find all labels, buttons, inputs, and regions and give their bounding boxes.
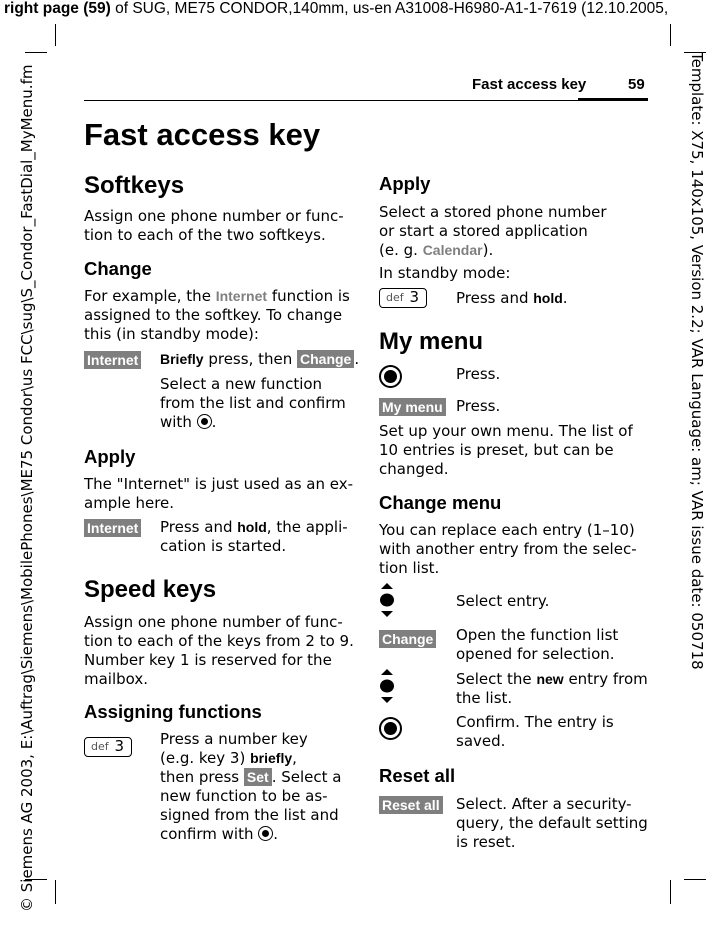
text: (e. g. — [379, 241, 423, 259]
text-line: changed. — [379, 460, 449, 478]
press-text: Press. — [456, 397, 501, 415]
crop-mark — [55, 880, 56, 904]
heading-reset-all: Reset all — [379, 765, 456, 786]
select-entry-text: Select entry. — [456, 592, 550, 610]
text-line: from the list and confirm — [160, 394, 346, 412]
text-line: Select a new function — [160, 375, 323, 393]
my-menu-softkey-label: My menu — [379, 398, 446, 416]
text-line — [379, 241, 606, 260]
text: Press and — [456, 289, 534, 307]
template-margin-text: Template: X75, 140x105, Version 2.2; VAR Language: am; VAR issue date: 050718 — [688, 52, 706, 670]
page-number: 59 — [628, 76, 645, 93]
number-key-3[interactable] — [84, 737, 132, 757]
change-softkey[interactable] — [379, 629, 436, 648]
key-digit: 3 — [114, 737, 124, 755]
change-text — [84, 287, 350, 344]
internet-label: Internet — [215, 288, 268, 304]
header-rule-accent — [578, 98, 648, 101]
print-info-text: of SUG, ME75 CONDOR,140mm, us-en A31008-H6980-A1-1-7619 (12.10.2005, — [110, 0, 669, 17]
text-line: The "Internet" is just used as an ex- — [84, 475, 354, 493]
header-rule — [84, 100, 648, 101]
heading-speed-keys: Speed keys — [84, 576, 217, 603]
key-letters: def — [386, 291, 404, 304]
text-line: opened for selection. — [456, 645, 615, 663]
text-line: Select. After a security- — [456, 795, 632, 813]
heading-change-menu: Change menu — [379, 492, 502, 513]
text: entry from — [563, 670, 648, 688]
text-line: Assign one phone number of func- — [84, 613, 343, 631]
text-line: Number key 1 is reserved for the — [84, 651, 332, 669]
text-line: tion to each of the keys from 2 to 9. — [84, 632, 354, 650]
text-line: assigned to the softkey. To change — [84, 306, 343, 324]
crop-mark — [670, 24, 671, 46]
text-line — [160, 749, 341, 768]
text-line: confirm with . — [160, 825, 279, 843]
text-line: mailbox. — [84, 670, 149, 688]
heading-apply-left: Apply — [84, 446, 136, 467]
briefly-label: Briefly — [160, 351, 204, 367]
text-line: Assign one phone number or func- — [84, 207, 344, 225]
text-line — [160, 518, 348, 537]
text: (e.g. key 3) — [160, 749, 251, 767]
key-digit: 3 — [409, 288, 419, 306]
reset-all-softkey-label: Reset all — [379, 796, 443, 814]
text-line: the list. — [456, 689, 513, 707]
text: , — [292, 749, 297, 767]
crop-mark — [55, 24, 56, 46]
new-label: new — [536, 671, 564, 687]
heading-change: Change — [84, 258, 152, 279]
page-title: Fast access key — [84, 117, 321, 152]
briefly-label: briefly — [250, 750, 293, 766]
text-line: saved. — [456, 732, 506, 750]
step-assign-function — [160, 730, 341, 844]
text-line: Select a stored phone number — [379, 203, 607, 221]
navigation-key-icon — [379, 365, 402, 388]
my-menu-text — [379, 422, 633, 479]
print-info-line — [4, 0, 668, 18]
text-line: signed from the list and — [160, 806, 339, 824]
text: For example, the — [84, 287, 216, 305]
text-line: or start a stored application — [379, 222, 588, 240]
text-line: You can replace each entry (1–10) — [379, 521, 635, 539]
text: press, then — [203, 350, 297, 368]
text-line: cation is started. — [160, 537, 287, 555]
number-key-3[interactable] — [379, 288, 427, 308]
heading-my-menu: My menu — [379, 328, 484, 355]
internet-softkey-label: Internet — [84, 519, 141, 537]
text: confirm with — [160, 825, 254, 843]
confirm-entry-text — [456, 713, 614, 751]
text-line: Set up your own menu. The list of — [379, 422, 633, 440]
text: Press and — [160, 518, 238, 536]
text-line: tion to each of the two softkeys. — [84, 226, 326, 244]
text: , the appli- — [266, 518, 348, 536]
select-new-entry-text — [456, 670, 648, 708]
text-line — [160, 768, 341, 787]
text-line: with . — [160, 413, 217, 431]
text-line: Open the function list — [456, 626, 619, 644]
speed-keys-text — [84, 613, 354, 689]
apply-text — [84, 475, 353, 513]
internet-softkey-label: Internet — [84, 351, 141, 369]
open-function-list-text — [456, 626, 618, 664]
navigation-key-icon — [379, 717, 402, 740]
text-line: with another entry from the selec- — [379, 540, 637, 558]
my-menu-softkey[interactable] — [379, 397, 446, 416]
heading-assigning-functions: Assigning functions — [84, 701, 262, 722]
press-text: Press. — [456, 365, 501, 383]
text-line — [456, 670, 648, 689]
text: Select the — [456, 670, 537, 688]
softkeys-text — [84, 207, 344, 245]
text: . — [562, 289, 568, 307]
change-softkey-label: Change — [379, 630, 436, 648]
internet-softkey-apply[interactable] — [84, 518, 141, 537]
running-header-title: Fast access key — [472, 76, 587, 93]
text-line — [84, 287, 350, 306]
key-letters: def — [91, 740, 109, 753]
internet-softkey[interactable] — [84, 350, 141, 369]
step-press-hold-right — [456, 289, 568, 308]
text: then press — [160, 768, 244, 786]
text-line: new function to be as- — [160, 787, 328, 805]
print-info-prefix: right page (59) — [4, 0, 111, 17]
up-down-navigation-icon — [379, 583, 395, 617]
crop-mark — [670, 880, 671, 904]
heading-apply-right: Apply — [379, 173, 431, 194]
step-briefly-press — [160, 350, 359, 369]
hold-label: hold — [533, 290, 563, 306]
step-select-function — [160, 375, 346, 432]
set-softkey[interactable]: Set — [244, 768, 272, 786]
hold-label: hold — [237, 519, 267, 535]
text-line: query, the default setting — [456, 814, 648, 832]
text-line: Press a number key — [160, 730, 308, 748]
text: ). — [482, 241, 494, 259]
navigation-key-icon — [197, 414, 212, 429]
change-softkey[interactable]: Change — [297, 350, 354, 368]
step-press-hold — [160, 518, 348, 556]
up-down-navigation-icon — [379, 669, 395, 703]
heading-softkeys: Softkeys — [84, 172, 185, 199]
text: function is — [267, 287, 350, 305]
text-line: 10 entries is preset, but can be — [379, 441, 614, 459]
reset-all-softkey[interactable] — [379, 795, 443, 814]
text: with — [160, 413, 192, 431]
navigation-key-icon — [258, 826, 273, 841]
text-line: is reset. — [456, 833, 516, 851]
text: . Select a — [271, 768, 342, 786]
text: . — [354, 350, 360, 368]
text-line: ample here. — [84, 494, 175, 512]
text-line: Confirm. The entry is — [456, 713, 614, 731]
change-menu-text — [379, 521, 637, 578]
copyright-margin-text: © Siemens AG 2003, E:\Auftrag\Siemens\MobilePhones\ME75 Condor\us FCC\sug\S_Condor_FastDial_MyMenu.fm — [18, 64, 36, 912]
text-line: tion list. — [379, 559, 440, 577]
apply-right-text — [379, 203, 606, 260]
calendar-label: Calendar — [422, 242, 483, 258]
standby-mode-text: In standby mode: — [379, 264, 511, 282]
reset-all-text — [456, 795, 648, 852]
text-line: this (in standby mode): — [84, 325, 259, 343]
